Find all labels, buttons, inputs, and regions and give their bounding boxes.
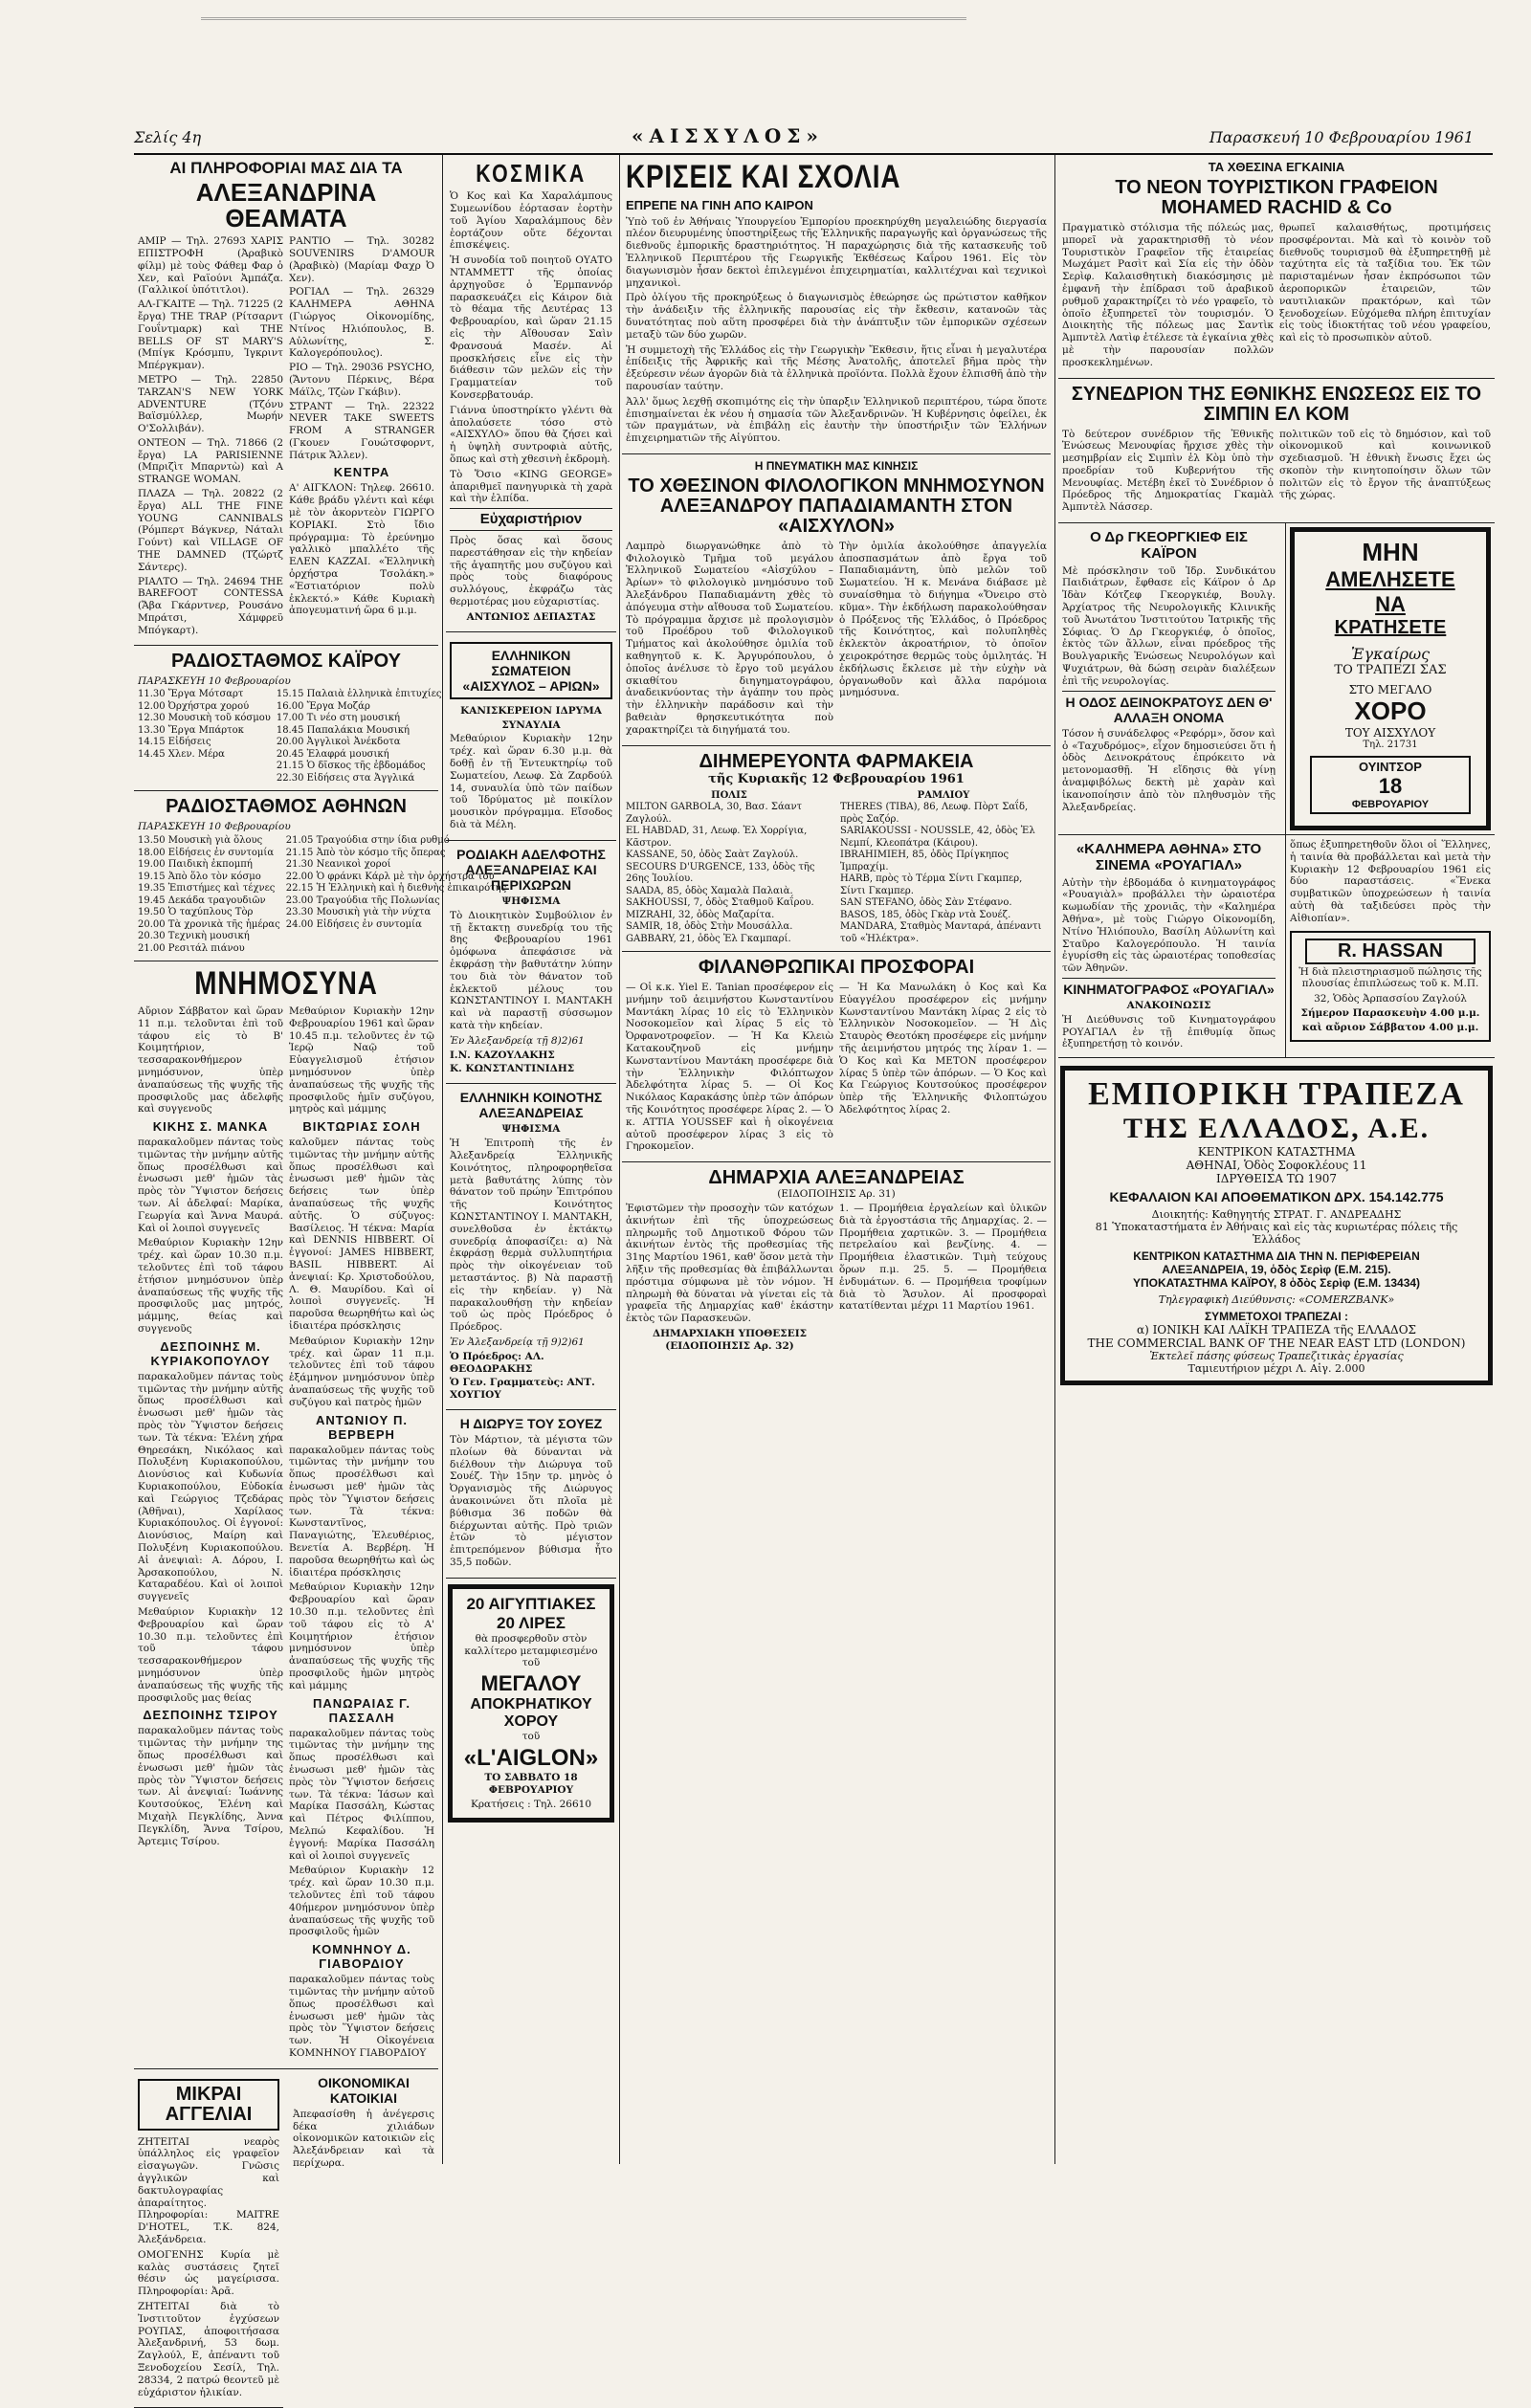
aiglon-ad: [448, 1584, 614, 1823]
aiglon-date: ΤΟ ΣΑΒΒΑΤΟ 18 ΦΕΒΡΟΥΑΡΙΟΥ: [484, 1772, 578, 1796]
xoros-line: ΤΟΥ ΑΙΣΧΥΛΟΥ: [1344, 726, 1436, 740]
aiscylos-sub: ΚΑΝΙΣΚΕΡΕΙΟΝ ΙΔΡΥΜΑ: [460, 704, 602, 717]
kosmika-para: Τὸ Ὅσιο «KING GEORGE» ἀπαριθμεῖ πανηγυρικὰ τὴ χαρὰ καὶ τὴν ἐλπίδα.: [450, 468, 612, 505]
econ-housing-text: Ἀπεφασίσθη ἡ ἀνέγερσις δέκα χιλιάδων οἰκονομικῶν κατοικιῶν εἰς Ἀλεξάνδρειαν καὶ τὰ περίχωρα.: [293, 2108, 434, 2170]
georgiou-title: Ο Δρ ΓΚΕΟΡΓΚΙΕΦ ΕΙΣ ΚΑΪΡΟΝ: [1090, 529, 1248, 563]
radio-cairo-title: ΡΑΔΙΟΣΤΑΘΜΟΣ ΚΑΪΡΟΥ: [171, 650, 401, 672]
egkainia-text: θρωπεῖ καλαισθήτως, προτιμήσεις προσφέρονται. Μὰ καὶ τὸ κοινὸν τοῦ διεθνοῦς τουρισμοῦ θὰ ἐξυπηρετηθῇ μὲ ταχύτητα εἰς τὰ ταξίδια του. Ἐκ τῶν παρισταμένων ἦσαν ἐκπρόσωποι τῶν ἀεροπορικῶν ἑταιρειῶν, τῶν ναυτιλιακῶν πρακτόρων, καὶ τῶν ξενοδοχείων. Εὐχόμεθα πλήρη ἐπιτυχίαν εἰς τοὺς ἰδιοκτήτας τοῦ νέου γραφείου, καὶ εἰς τὸ προσωπικὸν αὐτοῦ.: [1279, 221, 1491, 344]
pharmacies-list: [626, 790, 1047, 946]
aiscylos-title-box: [450, 642, 612, 699]
memorial-after: παρακαλοῦμεν πάντας τοὺς τιμῶντας τὴν μνήμην αὐτοῦ ὅπως προσέλθωσι καὶ ἑνωσωσι μεθ' ἡμῶν τὰς πρὸς τὸν Ὕψιστον δεήσεις των. Ἡ Οἰκογένεια ΚΟΜΝΗΝΟΥ ΓΙΑΒΟΡΔΙΟΥ: [289, 1974, 434, 2059]
xoros-line: Τηλ. 21731: [1363, 740, 1418, 751]
pharmacy-item: GABBARY, 21, ὁδὸς Ἑλ Γκαμπαρί.: [626, 933, 791, 944]
classifieds-section: [134, 2069, 283, 2408]
cinema-list-right: [289, 235, 434, 639]
kriseis-para: Ὑπὸ τοῦ ἐν Ἀθήναις Ὑπουργείου Ἐμπορίου προεκηρύχθη μεγαλειώδης διεργασία πλέον διευρυμένης ὑποστηρίξεως τῆς Ἑλληνικῆς παραγωγῆς καὶ ὁργανώσεως τῆς διεθνοῦς ἐμπορικῆς δραστηριότητος. Ἡ παραχώρησις διὰ τῆς κατασκευῆς τοῦ Ἑλληνικοῦ Περιπτέρου τῆς Γεωργικῆς Ἐκθέσεως Καΐρου 1961. Εἰς τὸν διαγωνισμὸν ἦσαν δεκτοὶ ἐπιλεγμένοι ἐπιχειρηματίαι, καλλιτέχναι καὶ τεχνικοὶ μηχανικοὶ.: [626, 215, 1047, 289]
classifieds-row: [134, 2069, 438, 2408]
issue-date: Παρασκευή 10 Φεβρουαρίου 1961: [1209, 128, 1474, 146]
schedule-item: 23.30 Μουσικὴ γιὰ τὴν νύχτα: [285, 907, 432, 918]
schedule-item: 12.30 Μουσικὴ τοῦ κόσμου: [138, 713, 271, 724]
schedule-item: 13.30 Ἔργα Μπάρτοκ: [138, 724, 244, 736]
memorials-section: [134, 961, 438, 2068]
entertainment-section: [134, 155, 438, 646]
egkainia-text: Πραγματικὸ στόλισμα τῆς πόλεώς μας, μπορεῖ νὰ χαρακτηρισθῇ τὸ νέον Τουριστικὸν Γραφεῖον τῆς ἑταιρείας Μωχάμετ Ρασὶτ καὶ Σία εἰς τὴν ὁδὸν Σερὶφ. Καλαισθητικὴ διακόσμησις μὲ ἐμφανῆ τὴν ἐπίδρασι τοῦ ἀραβικοῦ ρυθμοῦ χαρακτηρίζει τὸ νέο γραφεῖο, τὸ ὁποῖο ἐξυπηρετεῖ τὸν τουρισμόν. Ὁ Διοικητὴς τῆς πόλεως μας Σαντὶκ Ἀμπντὲλ Λατὶφ ἐτέλεσε τὰ ἐγκαίνια χθὲς μὲ τὴν παρουσίαν πολλῶν προσκεκλημένων.: [1062, 221, 1274, 368]
dimarxia-title: ΔΗΜΑΡΧΙΑ ΑΛΕΞΑΝΔΡΕΙΑΣ: [708, 1167, 965, 1189]
georgiou-row: [1058, 523, 1495, 835]
entertainment-kicker: ΑΙ ΠΛΗΡΟΦΟΡΙΑΙ ΜΑΣ ΔΙΑ ΤΑ: [169, 159, 403, 177]
koinotis-text: Ἡ Ἐπιτροπὴ τῆς ἐν Ἀλεξανδρείᾳ Ἑλληνικῆς Κοινότητος, πληροφορηθεῖσα μετὰ βαθυτάτης λύπης τὸν θάνατον τοῦ πρώην Ἐπιτρόπου τῆς Κοινότητος ΚΩΝΣΤΑΝΤΙΝΟΥ Ι. ΜΑΝΤΑΚΗ, συνελθοῦσα ἐν ἐκτάκτῳ συνεδρίᾳ ἀποφασίζει: α) Νὰ ἐκφράσῃ θερμὰ συλλυπητήρια πρὸς τὴν οἰκογένειαν τοῦ μεταστάντος. β) Νὰ παραστῇ εἰς τὴν κηδείαν. γ) Νὰ παρακαλουθήσῃ τὴν κηδείαν τοῦ ὡς πρὸς Πρόεδρος ὁ Πρόεδρος.: [450, 1138, 612, 1334]
xoros-line: ΤΟ ΤΡΑΠΕΖΙ ΣΑΣ: [1334, 663, 1447, 678]
cinema-item: ΡΑΝΤΙΟ — Τηλ. 30282 SOUVENIRS D'AMOUR (Ἀραβικὸ) (Μαρίαμ Φαχρ Ὀ Χεν).: [289, 235, 434, 284]
bank-line: ΕΜΠΟΡΙΚΗ ΤΡΑΠΕΖΑ: [1088, 1076, 1465, 1113]
pneumatiki-title: ΤΟ ΧΘΕΣΙΝΟΝ ΦΙΛΟΛΟΓΙΚΟΝ ΜΝΗΜΟΣΥΝΟΝ ΑΛΕΞΑΝΔΡΟΥ ΠΑΠΑΔΙΑΜΑΝΤΗ ΣΤΟΝ «ΑΙΣΧΥΛΟΝ»: [628, 475, 1045, 537]
kalimera-text: Αὐτὴν τὴν ἑβδομάδα ὁ κινηματογράφος «Ρουαγιὰλ» προβάλλει τὴν ὡραιοτέρα κωμωδίαν τῆς χρονιᾶς, τὴν «Καλημέρα Ἀθήνα», μὲ τοὺς Γιώργο Οἰκονομίδη, Ντίνο Ἠλιόπουλο, Βασίλη Αὐλωνίτη καὶ Σταῦρο Καλογερόπουλο. Ἡ ταινία ἐγυρίσθη εἰς τὰς ὡραιοτέρας τοποθεσίας τῶν Ἀθηνῶν.: [1062, 876, 1276, 975]
pharmacies-left: [626, 790, 832, 946]
hassan-addr: 32, Ὁδὸς Ἀρπασσίου Ζαγλούλ: [1314, 993, 1467, 1005]
aiglon-name: «L'AIGLON»: [463, 1745, 599, 1771]
kalimera-title: «ΚΑΛΗΜΕΡΑ ΑΘΗΝΑ» ΣΤΟ ΣΙΝΕΜΑ «ΡΟΥΑΓΙΑΛ»: [1076, 841, 1262, 874]
xoros-line: ΧΟΡΟ: [1354, 696, 1427, 726]
bank-line: Τηλεγραφικὴ Διεύθυνσις: «COMERZBANK»: [1158, 1293, 1395, 1307]
kentra-heading: ΚΕΝΤΡΑ: [333, 465, 390, 480]
philanthropy-text: — Οἱ κ.κ. Yiel E. Tanian προσέφερον εἰς μνήμην τοῦ ἀειμνήστου Κωνσταντίνου Μαντάκη λίρας 10 εἰς τὸ Ἑλληνικὸν Νοσοκομεῖον καὶ λίρας 5 εἰς τὸ Ὀρφανοτροφεῖον. — Ἡ Κα Κλειὼ Κατακουζηνοῦ εἰς μνήμην Κωνσταντίνου Μαντάκη προσέφερε διὰ τὴν Ἑλληνικὴν Φιλόπτωχον Ἀδελφότητα λίρας 5. — Οἱ Κος Νικόλαος Καρακάσης ὑπὲρ τῶν ἀπόρων τῆς Κοινότητος προσέφερε λίρας 2. — Ὁ κ. ATTIA YOUSSEF καὶ ἡ οἰκογένεια αὐτοῦ προσέφερον λίρας 3 εἰς τὸ Γηροκομεῖον.: [626, 982, 833, 1153]
rodiaki-place: Ἐν Ἀλεξανδρείᾳ τῇ 8)2)61: [450, 1034, 585, 1047]
memorial-name: ΠΑΝΩΡΑΙΑΣ Γ. ΠΑΣΣΑΛΗ: [312, 1695, 411, 1725]
memorial-text: Μεθαύριον Κυριακὴν 12ην τρέχ. καὶ ὥραν 11 π.μ. τελοῦντες ἐπὶ τοῦ τάφου ἑξάμηνον μνημόσυνον ὑπὲρ ἀναπαύσεως τῆς ψυχῆς τοῦ συζύγου καὶ πατρὸς ἡμῶν: [289, 1335, 434, 1408]
schedule-item: 24.00 Εἰδήσεις ἐν συντομία: [285, 918, 422, 930]
pneumatiki-right: [839, 541, 1047, 740]
cinema-royal-text: Ἡ Διεύθυνσις τοῦ Κινηματογράφου ΡΟΥΑΓΙΑΛ ἐν τῇ ἐπιθυμίᾳ ὅπως ἐξυπηρετήσῃ τὸ κοινόν.: [1062, 1013, 1276, 1050]
bank-ad: [1060, 1066, 1493, 1385]
schedule-item: 21.15 Ἀπὸ τὸν κόσμο τῆς ὄπερας: [285, 847, 446, 858]
koinotis-place: Ἐν Ἀλεξανδρείᾳ τῇ 9)2)61: [450, 1336, 585, 1348]
pharmacy-item: HARB, πρὸς τὸ Τέρμα Σίντι Γκαμπερ, Σίντι Γκαμπερ.: [840, 873, 1023, 896]
schedule-left: [138, 835, 280, 955]
memorial-after: παρακαλοῦμεν πάντας τοὺς τιμῶντας τὴν μνήμην του ὅπως προσέλθωσι καὶ ἑνωσωσι μεθ' ἡμῶν τὰς πρὸς τὸν Ὕψιστον δεήσεις των. Τὰ τέκνα: Κωνσταντῖνος, Παναγιώτης, Ἐλευθέριος, Βενετία Α. Βερβέρη. Ἡ παροῦσα θεωρηθήτω καὶ ὡς ἰδιαιτέρα πρόσκλησις: [289, 1444, 434, 1579]
pharmacy-item: MANDARA, Σταθμὸς Μανταρά, ἀπέναντι τοῦ «Ἠλέκτρα».: [840, 921, 1042, 944]
schedule-item: 20.00 Τὰ χρονικὰ τῆς ἡμέρας: [138, 918, 280, 930]
memorial-name: ΒΙΚΤΩΡΙΑΣ ΣΟΛΗ: [302, 1119, 421, 1135]
memorial-after: καλοῦμεν πάντας τοὺς τιμῶντας τὴν μνήμην αὐτῆς ὅπως προσέλθωσι καὶ ἑνωσωσι μεθ' ἡμῶν τὰς δεήσεις των ὑπὲρ ἀναπαύσεως τῆς ψυχῆς αὐτῆς. Ὁ σύζυγος: Βασίλειος. Ἡ τέκνα: Μαρία καὶ DENNIS HIBBERT. Οἱ ἐγγονοί: JAMES HIBBERT, BASIL HIBBERT. Αἱ ἀνεψιαί: Κρ. Χριστοδούλου, Λ. Θ. Μαυρίδου. Καὶ οἱ λοιποὶ συγγενεῖς. Ἡ παροῦσα θεωρηθήτω καὶ ὡς ἰδιαιτέρα πρόσκλησις: [289, 1137, 434, 1333]
georgiou-text: Μὲ πρόσκλησιν τοῦ Ἰδρ. Συνδικάτου Παιδιάτρων, ἔφθασε εἰς Κάϊρον ὁ Δρ Ἰδὰν Κότζεφ Γκεοργκιέφ, Βουλγ. Ἀρχίατρος τῆς Νευρολογικῆς Κλινικῆς τοῦ Ἀνωτάτου Ἰνστιτούτου Ἰατρικῆς τῆς Σόφιας. Ὁ Δρ Γκεοργκιέφ, ὁ ὁποῖος, ἐκτὸς τῶν ἄλλων, εἶναι πρόεδρος τῆς Βουλγαρικῆς Ἑνώσεως Νευρολόγων καὶ Ψυχιάτρων, θὰ δώσῃ σειρὰν διαλέξεων ἐπὶ τῆς νευρολογίας.: [1062, 564, 1276, 687]
cinema-royal-sub: ΑΝΑΚΟΙΝΩΣΙΣ: [1126, 1000, 1211, 1012]
egkainia-section: [1058, 155, 1495, 379]
memorial-text: Μεθαύριον Κυριακὴν 12 Φεβρουαρίου καὶ ὥραν 10.30 π.μ. τελοῦντες ἐπὶ τοῦ τάφου τεσσαρακονθήμερον μνημόσυνον ὑπὲρ ἀναπαύσεως τῆς ψυχῆς τῆς προσφιλοῦς μας θείας: [138, 1605, 283, 1704]
schedule-item: 17.00 Τι νέο στη μουσική: [276, 713, 400, 724]
cinema-item: ΑΛ-ΓΚΑΙΤΕ — Τηλ. 71225 (2 ἔργα) THE TRAP (Ρίτσαρντ Γουΐντμαρκ) καὶ THE BELLS OF ST MARY'S (Μπίγκ Κρόσμπυ, Ἰγκριντ Μπέργκμαν).: [138, 298, 283, 372]
pharmacy-item: EL HABDAD, 31, Λεωφ. Ἑλ Χορρίγια, Κᾶστρον.: [626, 826, 808, 849]
memorials-grid: [138, 1005, 434, 2063]
memorials-title: ΜΝΗΜΟΣΥΝΑ: [194, 965, 378, 1003]
schedule-left: [138, 689, 271, 784]
thanks-text: Πρὸς ὅσας καὶ ὅσους παρεστάθησαν εἰς τὴν κηδείαν τῆς ἀγαπητῆς μου συζύγου καὶ πρὸς τοὺς διαφόρους συλλόγους, ἐκφράζω τὰς θερμοτέρας μου εὐχαριστίας.: [450, 534, 612, 608]
memorial-text: Μεθαύριον Κυριακὴν 12 τρέχ. καὶ ὥραν 10.30 π.μ. τελοῦντες ἐπὶ τοῦ τάφου 40ήμερον μνημόσυνον ὑπὲρ ἀναπαύσεως τῆς ψυχῆς τοῦ προσφιλοῦς ἡμῶν: [289, 1865, 434, 1938]
aiscylos-section: [446, 632, 616, 841]
rodiaki-section: [446, 841, 616, 1084]
egkainia-title: ΤΟ ΝΕΟΝ ΤΟΥΡΙΣΤΙΚΟΝ ΓΡΑΦΕΙΟΝ MOHAMED RACHID & Co: [1115, 176, 1438, 218]
schedule-item: 14.45 Χλεν. Μέρα: [138, 748, 225, 760]
synedrion-body: [1062, 429, 1491, 518]
egkainia-kicker: ΤΑ ΧΘΕΣΙΝΑ ΕΓΚΑΙΝΙΑ: [1208, 160, 1345, 174]
dimarxia-left: [626, 1203, 833, 1355]
column-3: [622, 155, 1051, 2164]
econ-housing-title: ΟΙΚΟΝΟΜΙΚΑΙ ΚΑΤΟΙΚΙΑΙ: [318, 2074, 410, 2106]
classified-item: ΖΗΤΕΙΤΑΙ διὰ τὸ Ἰνστιτοῦτον ἐγχύσεων ΡΟΥΠΑΣ, ἀποφοιτήσασα Ἀλεξανδρινή, 53 δωμ. Ζαγλούλ, Ε, ἀπέναντι τοῦ Ξενοδοχείου Σεσίλ, Τηλ. 28334, 2 πατρώ θεοντεῦ μὲ εὐχάριστον ἡλικίαν.: [138, 2301, 279, 2398]
synedrion-section: [1058, 379, 1495, 524]
xoros-line: ΚΡΑΤΗΣΕΤΕ: [1334, 617, 1447, 639]
classified-item: ΖΗΤΕΙΤΑΙ νεαρὸς ὑπάλληλος εἰς γραφεῖον εἰσαγωγῶν. Γνῶσις ἀγγλικῶν καὶ δακτυλογραφίας ἀπαραίτητος. Πληροφορίαι: MAITRE D'HOTEL, T.K. 824, Ἀλεξάνδρεια.: [138, 2135, 279, 2246]
radio-athens-title: ΡΑΔΙΟΣΤΑΘΜΟΣ ΑΘΗΝΩΝ: [166, 796, 407, 818]
classifieds-title-box: [138, 2079, 279, 2131]
bank-line: ΚΕΝΤΡΙΚΟΝ ΚΑΤΑΣΤΗΜΑ ΔΙΑ ΤΗΝ Ν. ΠΕΡΙΦΕΡΕΙΑΝ: [1133, 1249, 1420, 1264]
schedule-item: 13.50 Μουσικὴ γιὰ ὅλους: [138, 835, 263, 847]
cinema-royal-title: ΚΙΝΗΜΑΤΟΓΡΑΦΟΣ «ΡΟΥΑΓΙΑΛ»: [1062, 978, 1276, 997]
cinema-item: ΟΝΤΕΟΝ — Τηλ. 71866 (2 ἔργα) LA PARISIENNE (Μπριζὶτ Μπαρντὼ) καὶ A STRANGE WOMAN.: [138, 436, 283, 486]
memorial-notice: [138, 1606, 283, 1847]
column-rule: [1054, 155, 1055, 2164]
kentra-text: Α' ΑΙΓΚΛΟΝ: Τηλεφ. 26610. Κάθε βράδυ γλέντι καὶ κέφι μὲ τὸν ἀκορντεὸν ΓΙΩΡΓΟ ΚΟΡΙΑΚΙ. Στὸ ἴδιο πρόγραμμα: Τὸ ἐρεύνημο γαλλικὸ μπαλλέτο τῆς ΕΛΕΝ ΚΑΖΖΑΙ. «Ἑλληνικὴ ὀρχήστρα Τσολάκη.» «Ἐστιατόριον πολὺ ἐκλεκτό.» Κάθε Κυριακὴ ἀπογευματινή ὥρα 6 μ.μ.: [289, 482, 434, 617]
cinema-item: ΠΛΑΖΑ — Τηλ. 20822 (2 ἔργα) ALL THE FINE YOUNG CANNIBALS (Ρόμπερτ Βάγκνερ, Νάταλι Γούντ) καὶ VILLAGE OF THE DAMNED (Τζώρτζ Σάντερς).: [138, 488, 283, 573]
pharmacies-head: ΠΟΛΙΣ: [711, 789, 747, 801]
schedule-item: 20.30 Τεχνικὴ μουσική: [138, 931, 250, 942]
suez-title: Η ΔΙΩΡΥΞ ΤΟΥ ΣΟΥΕΖ: [459, 1415, 603, 1431]
aiglon-prize: 20 ΑΙΓΥΠΤΙΑΚΕΣ 20 ΛΙΡΕΣ: [466, 1594, 596, 1632]
kosmika-para: Ὁ Κος καὶ Κα Χαραλάμπους Συμεωνίδου ἑόρτασαν ἑορτὴν τοῦ Ἁγίου Χαραλάμπους δὲν ἑορτάζουν οὔτε δέχονται ἐπισκέψεις.: [450, 190, 612, 252]
xoros-line: ΣΤΟ ΜΕΓΑΛΟ: [1348, 683, 1432, 697]
entertainment-title: ΑΛΕΞΑΝΔΡΙΝΑ ΘΕΑΜΑΤΑ: [195, 177, 377, 232]
pharmacy-item: IBRAHIMIEH, 85, ὁδὸς Πρίγκηπος Ἰμπραχίμ.: [840, 850, 1010, 873]
memorials-right: [289, 1005, 434, 2063]
xoros-line: ΦΕΒΡΟΥΑΡΙΟΥ: [1351, 799, 1430, 811]
pharmacy-item: SARIAKOUSSI - NOUSSLE, 42, ὁδὸς Ἑλ Νεμπί, Κλεοπάτρα (Κάιρου).: [840, 826, 1035, 849]
memorial-after: παρακαλοῦμεν πάντας τοὺς τιμῶντας τὴν μνήμην αὐτῆς ὅπως προσέλθωσι καὶ ἑνωσωσι μεθ' ἡμῶν τὰς πρὸς τὸν Ὕψιστον δεήσεις των. Αἱ ἀδελφαί: Μαρίκα, Γεωργία καὶ Ἄννα Μαυρά. Καὶ οἱ λοιποὶ συγγενεῖς: [138, 1137, 283, 1234]
memorial-after: παρακαλοῦμεν πάντας τοὺς τιμῶντας τὴν μνήμην της ὅπως προσέλθωσι καὶ ἑνωσωσι μεθ' ἡμῶν τὰς πρὸς τὸν Ὕψιστον δεήσεις των. Τὰ τέκνα: Ἰάσων καὶ Μαρίκα Πασσάλη, Κώστας καὶ Πέτρος Φιλίππου, Μελπώ Κεφαλίδου. Ἡ ἐγγονή: Μαρίκα Πασσάλη καὶ οἱ λοιποὶ συγγενεῖς: [289, 1727, 434, 1862]
classifieds-title: ΜΙΚΡΑΙ ΑΓΓΕΛΙΑΙ: [165, 2083, 253, 2125]
memorial-notice: [289, 1336, 434, 1580]
econ-housing-section: [289, 2069, 438, 2408]
synedrion-title: ΣΥΝΕΔΡΙΟΝ ΤΗΣ ΕΘΝΙΚΗΣ ΕΝΩΣΕΩΣ ΕΙΣ ΤΟ ΣΙΜΠΙΝ ΕΛ ΚΟΜ: [1071, 383, 1482, 425]
column-4: [1058, 155, 1495, 2164]
schedule-item: 21.15 Ὁ δῖσκος τῆς ἐβδομάδος: [276, 761, 426, 772]
xoros-line: 18: [1378, 774, 1403, 799]
schedule-item: 21.05 Τραγούδια στην ίδια ρυθμό: [285, 835, 450, 847]
column-rule: [442, 155, 443, 2164]
dinokratous-title: Η ΟΔΟΣ ΔΕΙΝΟΚΡΑΤΟΥΣ ΔΕΝ Θ' ΑΛΛΑΞΗ ΟΝΟΜΑ: [1062, 691, 1276, 725]
kalimera-row: [1058, 835, 1495, 1058]
schedule-item: 20.00 Ἀγγλικοὶ Ἀνέκδοτα: [276, 737, 401, 748]
xoros-line: ΑΜΕΛΗΣΕΤΕ: [1325, 567, 1455, 592]
kriseis-para: Ἀλλ' ὅμως λεχθῇ σκοπιμότης εἰς τὴν ὑπαρξιν Ἑλληνικοῦ περιπτέρου, τώρα ὅποτε ἐπισημαίνεται ἐκ νέου ἡ σημασία τῶν Ἀλεξανδρινῶν. Ἡ Κυβέρνησις ὀφείλει, ἐκ τῶν πραγμάτων, νὰ ἐπιβάλῃ εἰς ἑαυτὴν τὴν ὑποστήριξιν τῶν Ἑλλήνων ἐπιχειρηματιῶν τῆς Αἰγύπτου.: [626, 395, 1047, 445]
xoros-ad: [1285, 523, 1495, 834]
rodiaki-sig: Κ. ΚΩΝΣΤΑΝΤΙΝΙΔΗΣ: [450, 1063, 575, 1075]
pharmacy-item: MIZRAHI, 32, ὁδὸς Μαζαρίτα.: [626, 909, 775, 920]
kosmika-para: Ἡ συνοδία τοῦ ποιητοῦ ΟΥΑΤΟ ΝΤΑΜΜΕΤΤ τῆς ὁποίας ἀρχηγοῦσε ὁ Ἐρμπαννόρ παρασκευάζει εἰς Κάιρον διὰ τὸ θέαμα τῆς Δευτέρας 13 Φεβρουαρίου, καὶ ὥραν 21.15 εἰς τὴν Αἴθουσαν Σαὶν Φρανσουά Μασέν. Αἱ προσκλήσεις εἶνε εἰς τὴν διάθεσιν τῶν μελῶν εἰς τὴν Γραμματείαν τοῦ Κονσερβατουάρ.: [450, 254, 612, 402]
georgiou-section: [1058, 523, 1279, 834]
memorial-name: ΔΕΣΠΟΙΝΗΣ ΤΣΙΡΟΥ: [143, 1708, 278, 1723]
hassan-text: Ἡ διὰ πλειστηριασμοῦ πώλησις τῆς πλουσίας ἐπιπλώσεως τοῦ κ. Μ.Π.: [1298, 965, 1482, 990]
schedule-right: [277, 689, 442, 784]
kriseis-sub: ΕΠΡΕΠΕ ΝΑ ΓΙΝΗ ΑΠΟ ΚΑΙΡΟΝ: [626, 197, 813, 212]
philanthropy-section: [622, 952, 1051, 1162]
dimarxia-sub: (ΕΙΔΟΠΟΙΗΣΙΣ Αρ. 31): [777, 1188, 896, 1201]
radio-cairo-schedule: [138, 689, 442, 784]
pharmacy-item: MILTON GARBOLA, 30, Βασ. Σάαντ Ζαγλούλ.: [626, 802, 803, 825]
bank-line: ΙΔΡΥΘΕΙΣΑ ΤΩ 1907: [1215, 1172, 1337, 1186]
schedule-item: 21.00 Ρεσιτάλ πιάνου: [138, 942, 245, 954]
bank-line: ΑΘΗΝΑΙ, Ὁδὸς Σοφοκλέους 11: [1186, 1159, 1367, 1173]
aiglon-tel: Κρατήσεις : Τηλ. 26610: [470, 1798, 592, 1810]
column-rule: [619, 155, 620, 2164]
memorials-left: [138, 1005, 283, 2063]
pneumatiki-body: [626, 541, 1047, 740]
schedule-item: 16.00 Ἔργα Μοζάρ: [276, 700, 370, 712]
cinema-item: ΡΟΓΙΑΛ — Τηλ. 26329 ΚΑΛΗΜΕΡΑ ΑΘΗΝΑ (Γιώργος Οἰκονομίδης, Ντίνος Ηλιόπουλος, Β. Αὐλωνίτης, Σ. Καλογερόπουλος).: [289, 286, 434, 360]
philanthropy-title: ΦΙΛΑΝΘΡΩΠΙΚΑΙ ΠΡΟΣΦΟΡΑΙ: [698, 957, 975, 979]
dimarxia-sub2: ΔΗΜΑΡΧΙΑΚΗ ΥΠΟΘΕΣΕΙΣ (ΕΙΔΟΠΟΙΗΣΙΣ Αρ. 32): [652, 1327, 808, 1352]
cinema-item: ΡΙΑΛΤΟ — Τηλ. 24694 THE BAREFOOT CONTESSA (Ἄβα Γκάρντνερ, Ρουσάνο Μπράτσι, Χάμφρεϋ Μπόγκαρτ).: [138, 575, 283, 636]
radio-athens-date: ΠΑΡΑΣΚΕΥΗ 10 Φεβρουαρίου: [138, 821, 291, 833]
pharmacy-item: SAMIR, 18, ὁδὸς Στὴν Μουσάλλα.: [626, 921, 793, 933]
pharmacy-item: KASSANE, 50, ὁδὸς Σαὰτ Ζαγλούλ.: [626, 850, 799, 861]
schedule-item: 19.00 Παιδικὴ ἐκπομπή: [138, 859, 253, 871]
bank-line: 81 Ὑποκαταστήματα ἐν Ἀθήναις καὶ εἰς τὰς κυριωτέρας πόλεις τῆς Ἑλλάδος: [1095, 1221, 1458, 1247]
column-2: [446, 155, 616, 2164]
koinotis-sig: Ὁ Γεν. Γραμματεὺς: ΑΝΤ. ΧΟΥΓΙΟΥ: [450, 1377, 595, 1402]
memorial-name: ΚΙΚΗΣ Σ. ΜΑΝΚΑ: [152, 1119, 269, 1135]
memorial-text: Μεθαύριον Κυριακὴν 12ην Φεβρουαρίου 1961 καὶ ὥραν 10.45 π.μ. τελοῦντες ἐν τῷ Ἱερῷ Ναῷ τοῦ Εὐαγγελισμοῦ ἐτήσιον μνημόσυνον ὑπὲρ ἀναπαύσεως τῆς ψυχῆς τῆς προσφιλοῦς ἡμῖν συζύγου, μητρὸς καὶ μάμμης: [289, 1005, 434, 1116]
thanks-title: Εὐχαριστήριον: [450, 508, 612, 531]
rodiaki-sub: ΨΗΦΙΣΜΑ: [501, 895, 561, 908]
memorial-text: Μεθαύριον Κυριακὴν 12ην τρέχ. καὶ ὥραν 10.30 π.μ. τελοῦντες ἐπὶ τοῦ τάφου ἐτήσιον μνημόσυνον ὑπὲρ ἀναπαύσεως τῆς ψυχῆς τῆς προσφιλοῦς μας μητρός, μάμμης, θείας καὶ συγγενοῦς: [138, 1237, 283, 1336]
bank-line: ΚΕΝΤΡΙΚΟΝ ΚΑΤΑΣΤΗΜΑ: [1197, 1145, 1356, 1160]
pharmacy-item: SAKHOUSSI, 7, ὁδὸς Σταθμοῦ Καΐρου.: [626, 897, 814, 909]
dimarxia-text: 1. — Προμήθεια ἐργαλείων καὶ ὑλικῶν διὰ τὰ ἐργοστάσια τῆς Δημαρχίας. 2. — Προμήθεια χαρτικῶν. 3. — Προμήθεια πετρελαίου καὶ βενζίνης. 4. — Προμήθεια ἐλαστικῶν. Τιμὴ τεύχους ὅρων π.μ. 25. 5. — Προμήθεια ἐνδυμάτων. 6. — Προμήθεια τροφίμων διὰ τὸ Ἄσυλον. Αἱ προσφοραὶ κατατίθενται μέχρι 11 Μαρτίου 1961.: [839, 1202, 1047, 1313]
classified-item: ΟΜΟΓΕΝΗΣ Κυρία μὲ καλὰς συστάσεις ζητεῖ θέσιν ὡς μαγείρισσα. Πληροφορίαι: Ἀρᾶ.: [138, 2248, 279, 2298]
schedule-item: 22.00 Ὁ φράνκι Κάρλ μὲ τὴν ὀρχήστρα του: [285, 871, 495, 882]
kriseis-para: Ἡ συμμετοχὴ τῆς Ἑλλάδος εἰς τὴν Γεωργικὴν Ἔκθεσιν, ἥτις εἶναι ἡ μεγαλυτέρα ἐπίδειξις τῆς Ἀφρικῆς καὶ τῆς Μέσης Ἀνατολῆς, ἀποτελεῖ βῆμα πρὸς τὴν ἐξεύρεσιν νέων ἀγορῶν διὰ τὰ ἑλληνικὰ προϊόντα. Πολλὰ ἔχουν ἐλπισθῆ ἀπὸ τὴν παρουσίαν ταύτην.: [626, 343, 1047, 392]
aiscylos-title: ΕΛΛΗΝΙΚΟΝ ΣΩΜΑΤΕΙΟΝ «ΑΙΣΧΥΛΟΣ – ΑΡΙΩΝ»: [462, 647, 600, 694]
bank-line: ΣΥΜΜΕΤΟΧΟΙ ΤΡΑΠΕΖΑΙ :: [1204, 1310, 1349, 1324]
suez-section: [446, 1410, 616, 1579]
schedule-item: 19.50 Ὁ ταχύπλους Τὸρ: [138, 907, 254, 918]
pneumatiki-text: Τὴν ὁμιλία ἀκολούθησε ἀπαγγελία ἀποσπασμάτων ἀπὸ ἔργα τοῦ Παπαδιαμάντη, ὑπὸ μελῶν τοῦ Σωματείου. Ἡ κ. Μενάνα διάβασε μὲ συναίσθημα τὸ διήγημα «Ὄνειρο στὸ κῦμα». Τὴν ἐκδήλωση παρακολούθησαν ὁ Πρόξενος τῆς Ἑλλάδος, ὁ Πρόεδρος τῆς Κοινότητος, καὶ πολυπληθὲς ἐκλεκτὸν ἀκροατήριον, τὸ ὁποῖον χειροκρότησε θερμῶς τοὺς ὁμιλητάς. Ἡ ἐκδήλωσις ἔκλεισε μὲ τὴν εὐχὴν νὰ ὀργανωθοῦν καὶ ἄλλα παρόμοια μνημόσυνα.: [839, 540, 1047, 699]
memorial-text: Μεθαύριον Κυριακὴν 12ην Φεβρουαρίου καὶ ὥραν 10.30 π.μ. τελοῦντες ἐπὶ τοῦ τάφου εἰς τὸ Α' Κοιμητήριον ἐτήσιον μνημόσυνον ὑπὲρ ἀναπαύσεως τῆς ψυχῆς τῆς προσφιλοῦς ἡμῶν μητρὸς καὶ μάμμης: [289, 1581, 434, 1691]
schedule-item: 12.00 Ὀρχήστρα χορού: [138, 700, 250, 712]
schedule-item: 18.45 Παπαλάκια Μουσική: [276, 724, 410, 736]
bank-line: α) ΙΟΝΙΚΗ ΚΑΙ ΛΑΪΚΗ ΤΡΑΠΕΖΑ τῆς ΕΛΛΑΔΟΣ: [1136, 1323, 1417, 1337]
kalimera-right-text: ὅπως ἐξυπηρετηθοῦν ὅλοι οἱ Ἕλληνες, ἡ ταινία θὰ προβάλλεται καὶ μετὰ τὴν Κυριακὴν 12 Φεβρουαρίου 1961 εἰς δύο παραστάσεις. «Ἕνεκα συμβατικῶν ὑποχρεώσεων ἡ ταινία αὐτὴ θὰ ταξιδεύσει πρὸς τὴν Αἰθιοπίαν».: [1290, 839, 1491, 924]
rodiaki-title: ΡΟΔΙΑΚΗ ΑΔΕΛΦΟΤΗΣ ΑΛΕΞΑΝΔΡΕΙΑΣ ΚΑΙ ΠΕΡΙΧΩΡΩΝ: [456, 846, 606, 893]
kalimera-right: [1285, 835, 1495, 1057]
memorial-name: ΚΟΜΝΗΝΟΥ Δ. ΓΙΑΒΟΡΔΙΟΥ: [312, 1942, 411, 1972]
radio-cairo-section: [134, 646, 442, 792]
xoros-line: ΝΑ: [1375, 592, 1406, 617]
synedrion-text: Τὸ δεύτερον συνέδριον τῆς Ἐθνικῆς Ἑνώσεως Μενουφίας ἤρχισε χθὲς τὴν μεσημβρίαν εἰς Σιμπὶν ἐλ Κὸμ ὑπὸ τὴν προεδρίαν τοῦ Κυβερνήτου τῆς Μενουφίας. Μετέβη ἐκεῖ τὸ Συνέδριον ὁ Πρόεδρος τῆς Δημοκρατίας Γκαμὰλ Ἀμπντὲλ Νάσσερ.: [1062, 428, 1274, 514]
philanthropy-text: — Ἡ Κα Μανωλάκη ὁ Κος καὶ Κα Εὐαγγέλου προσέφερον εἰς μνήμην Κωνσταντίνου Μαντάκη λίρας 2 εἰς τὸ Ἑλληνικὸν Νοσοκομεῖον. — Ἡ Δὶς Σταυρὸς Θεοτόκη προσέφερε εἰς μνήμην τῆς ἀειμνήστου μητρός της λίραν 1. — Ὁ Κος καὶ Κα ΜΕΤΟΝ προσέφερον λίρας 5 ὑπὲρ τῶν ἀπόρων. — Ὁ Κος καὶ Κα Γεώργιος Κουτσούκος προσέφερον ὑπὲρ τῆς Ἑλληνικῆς Φιλοπτώχου Ἀδελφότητος λίρας 2.: [839, 982, 1047, 1116]
kriseis-para: Πρὸ ὀλίγου τῆς προκηρύξεως ὁ διαγωνισμὸς ἐθεώρησε ὡς πρώτιστον καθῆκον τὴν ἀνάδειξιν τῆς ἑλληνικῆς παρουσίας εἰς τὴν ἔκθεσιν, κατανοῶν τὰς δυνατότητας ποὺ αὕτη προσφέρει διὰ τὴν ἀνάπτυξιν τῶν ἐμπορικῶν σχέσεων μεταξὺ τῶν δύο χωρῶν.: [626, 292, 1047, 341]
bank-line: ΚΕΦΑΛΑΙΟΝ ΚΑΙ ΑΠΟΘΕΜΑΤΙΚΟΝ ΔΡΧ. 154.142.775: [1109, 1189, 1444, 1205]
radio-cairo-date: ΠΑΡΑΣΚΕΥΗ 10 Φεβρουαρίου: [138, 674, 291, 687]
thanks-signature: ΑΝΤΩΝΙΟΣ ΔΕΠΑΣΤΑΣ: [466, 610, 596, 623]
aiscylos-text: Μεθαύριον Κυριακὴν 12ην τρέχ. καὶ ὥραν 6.30 μ.μ. θὰ δοθῇ ἐν τῇ Ἐντευκτηρίῳ τοῦ Σωματείου, Λεωφ. Σὰ Ζαρδούλ 14, συναυλία ὑπὸ τῶν παίδων τοῦ Ἱδρύματος μὲ ποικίλον μουσικὸν πρόγραμμα. Εἴσοδος διὰ τὰ Μέλη.: [450, 733, 612, 830]
cinema-item: ΜΕΤΡΟ — Τηλ. 22850 TARZAN'S NEW YORK ADVENTURE (Τζόνυ Βαϊσμύλλερ, Μωρήν Ο'Σολλιβάν).: [138, 373, 283, 435]
bank-line: ΑΛΕΞΑΝΔΡΕΙΑ, 19, ὁδὸς Σερὶφ (Ε.Μ. 215).: [1162, 1263, 1391, 1277]
bank-line: Ταμιευτήριον μέχρι Λ. Αἰγ. 2.000: [1187, 1362, 1365, 1376]
pneumatiki-text: Λαμπρὸ διωργανώθηκε ἀπὸ τὸ Φιλολογικὸ Τμῆμα τοῦ μεγάλου Ἑλληνικοῦ Σωματείου «Αἰσχύλου – Ἀρίων» τὸ φιλολογικὸ μνημόσυνο τοῦ Ἀλεξάνδρου Παπαδιαμάντη χθὲς τὸ ἀπόγευμα στὴν αἴθουσα τοῦ Σωματείου. Τὸ πρόγραμμα ἄρχισε μὲ προλογισμὸν τοῦ Προέδρου τοῦ Φιλολογικοῦ Τμήματος καὶ ἀκολούθησε ὁμιλία τοῦ καθηγητοῦ κ. Κ. Ἀργυρόπουλου, ὁ ὁποῖος ἀνέλυσε τὸ ἔργο τοῦ μεγάλου σκιαθίτου διηγηματογράφου, ἀναδεικνύοντας τὴν ἀγάπην του πρὸς τὴν ἑλληνικὴν παράδοσιν καὶ τὴν βαθειὰν θρησκευτικότητα ποὺ χαρακτηρίζει τὰ διηγήματά του.: [626, 540, 833, 736]
pneumatiki-section: [622, 454, 1051, 746]
philanthropy-left: [626, 982, 833, 1156]
egkainia-left: [1062, 222, 1274, 372]
dimarxia-section: [622, 1162, 1051, 1359]
schedule-item: 22.15 Ἡ Ἑλληνικὴ καὶ ἡ διεθνὴς ἐπικαιρότης: [285, 883, 507, 895]
bank-line: ΥΠΟΚΑΤΑΣΤΗΜΑ ΚΑΪΡΟΥ, 8 ὁδὸς Σερὶφ (Ε.Μ. 13434): [1132, 1276, 1421, 1291]
xoros-date-box: [1310, 756, 1471, 814]
xoros-line: ΟΥΙΝΤΣΟΡ: [1359, 760, 1422, 775]
bank-line: Διοικητής: Καθηγητής ΣΤΡΑΤ. Γ. ΑΝΔΡΕΑΔΗΣ: [1151, 1208, 1402, 1222]
schedule-item: 23.00 Τραγούδια τῆς Πολωνίας: [285, 895, 440, 906]
aiglon-of: τοῦ: [521, 1731, 541, 1743]
dimarxia-right: [839, 1203, 1047, 1355]
hassan-name: R. HASSAN: [1305, 939, 1476, 964]
schedule-item: 22.30 Εἰδήσεις στα Ἀγγλικά: [276, 772, 415, 784]
aiglon-big2: ΑΠΟΚΡΗΑΤΙΚΟΥ ΧΟΡΟΥ: [470, 1696, 592, 1731]
radio-athens-schedule: [138, 835, 507, 955]
pharmacies-head: ΡΑΜΛΙΟΥ: [917, 789, 970, 801]
egkainia-body: [1062, 222, 1491, 372]
pharmacies-right: [840, 790, 1047, 946]
pharmacies-section: [622, 746, 1051, 953]
pharmacy-item: BASOS, 185, ὁδὸς Γκὰρ ντὰ Σουέζ.: [840, 909, 1011, 920]
dimarxia-body: [626, 1203, 1047, 1355]
pneumatiki-kicker: Η ΠΝΕΥΜΑΤΙΚΗ ΜΑΣ ΚΙΝΗΣΙΣ: [754, 458, 919, 473]
masthead: «ΑΙΣΧΥΛΟΣ»: [632, 124, 824, 147]
bank-line: Ἐκτελεῖ πάσης φύσεως Τραπεζιτικὰς ἐργασίας: [1149, 1350, 1404, 1363]
dinokratous-text: Τόσον ἡ συνάδελφος «Ρεφόρμ», ὅσον καὶ ὁ «Ταχυδρόμος», εἶχον δημοσιεύσει ὅτι ἡ ὁδὸς Δεινοκράτους ἐπρόκειτο νὰ μετονομασθῇ. Ἡ εἴδησις θὰ γίνῃ ἀναμφιβόλως δεκτὴ μὲ χαρὰν καὶ ἱκανοποίησιν ἀπὸ τὸν πληθυσμὸν τῆς Ἀλεξανδρείας.: [1062, 727, 1276, 813]
schedule-item: 19.35 Ἐπιστήμες καὶ τέχνες: [138, 883, 276, 895]
dimarxia-text: Ἐφιστῶμεν τὴν προσοχὴν τῶν κατόχων ἀκινήτων ἐπὶ τῆς ὑποχρεώσεως πληρωμῆς τοῦ Δημοτικοῦ Φόρου τῶν ἀκινήτων ἐντὸς τῆς προθεσμίας τῆς 31ης Μαρτίου 1961, καθ' ὅσον μετὰ τὴν λῆξιν τῆς προθεσμίας θὰ ἐπιβάλλωνται πρόστιμα σύμφωνα μὲ τὸν νόμον. Ἡ πληρωμὴ θὰ δύναται νὰ γίνεται εἰς τὰ γραφεῖα τῆς Δημαρχίας καθ' ἑκάστην ἐκτὸς τῶν Παρασκευῶν.: [626, 1202, 833, 1325]
schedule-item: 14.15 Εἰδήσεις: [138, 737, 211, 748]
cinema-item: ΡΙΟ — Τηλ. 29036 PSYCHO, (Ἄντονυ Πέρκινς, Βέρα Μάϊλς, Τζὼν Γκάβιν).: [289, 362, 434, 398]
egkainia-right: [1279, 222, 1491, 372]
koinotis-title: ΕΛΛΗΝΙΚΗ ΚΟΙΝΟΤΗΣ ΑΛΕΞΑΝΔΡΕΙΑΣ: [459, 1090, 603, 1121]
aiglon-prize-text: θὰ προσφερθοῦν στὸν καλλίτερο μεταμφιεσμένο τοῦ: [464, 1632, 598, 1669]
memorial-name: ΔΕΣΠΟΙΝΗΣ Μ. ΚΥΡΙΑΚΟΠΟΥΛΟΥ: [150, 1338, 271, 1368]
pharmacy-item: SECOURS D'URGENCE, 133, ὁδὸς τῆς 26ης Ἰουλίου.: [626, 861, 815, 885]
xoros-line: ΜΗΝ: [1362, 538, 1419, 567]
kriseis-section: [622, 155, 1051, 454]
pharmacy-item: SAADA, 85, ὁδὸς Χαμαλὰ Παλαιὰ.: [626, 885, 793, 896]
kosmika-section: [446, 155, 616, 632]
koinotis-sig: Ὁ Πρόεδρος: ΑΛ. ΘΕΟΔΩΡΑΚΗΣ: [450, 1350, 544, 1375]
philanthropy-body: [626, 982, 1047, 1156]
xoros-ad-box: [1290, 527, 1491, 830]
cinema-item: ΣΤΡΑΝΤ — Τηλ. 22322 NEVER TAKE SWEETS FROM A STRANGER (Γκουεν Γουώτσφορντ, Πάτρικ Ἄλλεν).: [289, 400, 434, 461]
memorial-after: παρακαλοῦμεν πάντας τοὺς τιμῶντας τὴν μνήμην αὐτῆς ὅπως προσέλθωσι καὶ ἑνωσωσι μεθ' ἡμῶν τὰς πρὸς τὸν Ὕψιστον δεήσεις των. Τὰ τέκνα: Ἐλένη χήρα Θηρεσάκη, Νικόλαος καὶ Πολυξένη Κυριακοπούλου, Διονύσιος καὶ Κυδωνία Κυριακοπούλου, Εὐδοκία καὶ Γεώργιος Τζεδάρας (Ἀθῆναι), Χαρίλαος Κυριακόπουλος. Οἱ ἐγγονοί: Διονύσιος, Μαίρη καὶ Πολυξένη Κυριακοπούλου. Αἱ ἀνεψιαὶ: Α. Δόρου, Ι. Ἀρσακοπούλου, Ν. Καταραδέου. Καὶ οἱ λοιποὶ συγγενεῖς: [138, 1370, 283, 1603]
hassan-ad: [1290, 931, 1491, 1042]
memorial-text: Αὔριον Σάββατον καὶ ὥραν 11 π.μ. τελοῦνται ἐπὶ τοῦ τάφου εἰς τὸ Β' Κοιμητήριον, τεσσαρακονθήμερον μνημόσυνον, ὑπὲρ ἀναπαύσεως τῆς ψυχῆς τῆς προσφιλοῦς μας ἀδελφῆς καὶ συγγενοῦς: [138, 1005, 283, 1116]
koinotis-section: [446, 1084, 616, 1410]
bank-line: THE COMMERCIAL BANK OF THE NEAR EAST LTD (LONDON): [1087, 1337, 1466, 1351]
schedule-item: 19.45 Δεκάδα τραγουδιῶν: [138, 895, 266, 906]
pharmacy-item: SAN STEFANO, ὁδὸς Σὰν Στέφανο.: [840, 897, 1012, 909]
memorial-after: παρακαλοῦμεν πάντας τοὺς τιμῶντας τὴν μνήμην της ὅπως προσέλθωσι καὶ ἑνωσωσι μεθ' ἡμῶν τὰς πρὸς τὸν Ὕψιστον δεήσεις των. Αἱ ἀνεψιαί: Ἰωάννης Κουτσούκος, Ἐλένη καὶ Μιχαὴλ Πεγκλίδης, Ἀννα Πεγκλίδη, Ἄννα Τσίρου, Ἀρτεμις Τσίρου.: [138, 1725, 283, 1847]
radio-athens-section: [134, 791, 507, 961]
aiglon-big1: ΜΕΓΑΛΟΥ: [480, 1671, 582, 1696]
memorial-notice: [289, 1865, 434, 2059]
synedrion-text: πολιτικῶν τοῦ εἰς τὸ δημόσιον, καὶ τοῦ οἰκονομικοῦ καὶ κοινωνικοῦ σχεδιασμοῦ. Ἡ ἐθνικὴ ἕνωσις ἔχει ὡς σκοπὸν τὴν κινητοποίησιν ὅλων τῶν πολιτῶν εἰς τὸ ἔργον τῆς ἀναπτύξεως τῆς χώρας.: [1279, 428, 1491, 501]
aiscylos-sub2: ΣΥΝΑΥΛΙΑ: [501, 718, 561, 731]
xoros-line: Ἐγκαίρως: [1350, 645, 1431, 664]
philanthropy-right: [839, 982, 1047, 1156]
kosmika-para: Γιάννα ὑποστηρίκτο γλέντι θὰ ἀπολαύσετε τόσο στὸ «ΑΙΣΧΥΛΟ» ὅπου θὰ ζήσει καὶ ἡ ὑψηλὴ συντροφιὰ αὐτῆς, ὅπως καὶ στὴ χθεσινὴ ἐκδρομὴ.: [450, 404, 612, 466]
pneumatiki-left: [626, 541, 833, 740]
top-rule: [201, 17, 966, 35]
pharmacies-sub: τῆς Κυριακῆς 12 Φεβρουαρίου 1961: [708, 771, 965, 786]
bank-line: ΤΗΣ ΕΛΛΑΔΟΣ, Α.Ε.: [1122, 1113, 1431, 1145]
kosmika-title: ΚΟΣΜΙΚΑ: [476, 159, 587, 188]
cinema-list-left: [138, 235, 283, 639]
rodiaki-text: Τὸ Διοικητικὸν Συμβούλιον ἐν τῇ ἔκτακτῃ συνεδρίᾳ του τῆς 8ης Φεβρουαρίου 1961 ὁμόφωνα ἀπεφάσισε νὰ ἐκφράσῃ τὴν βαθυτάτην λύπην του διὰ τὸν θάνατον τοῦ ἐκλεκτοῦ μέλους του ΚΩΝΣΤΑΝΤΙΝΟΥ Ι. ΜΑΝΤΑΚΗ καὶ νὰ παραστῇ σύσσωμον κατὰ τὴν κηδείαν.: [450, 909, 612, 1032]
pharmacies-title: ΔΙΗΜΕΡΕΥΟΝΤΑ ΦΑΡΜΑΚΕΙΑ: [699, 750, 974, 772]
memorial-notice: [289, 1005, 434, 1333]
cinema-listings: [138, 235, 434, 639]
pharmacy-item: THERES (TIBA), 86, Λεωφ. Πὸρτ Σαΐδ, πρὸς Σαζόρ.: [840, 802, 1029, 825]
synedrion-left: [1062, 429, 1274, 518]
schedule-item: 19.15 Ἀπὸ ὅλο τὸν κόσμο: [138, 871, 261, 882]
page-header: [134, 124, 1493, 155]
schedule-item: 11.30 Ἔργα Μότσαρτ: [138, 689, 244, 700]
schedule-item: 21.30 Νεανικοὶ χοροί: [285, 859, 391, 871]
kriseis-title: ΚΡΙΣΕΙΣ ΚΑΙ ΣΧΟΛΙΑ: [626, 159, 901, 195]
suez-text: Τὸν Μάρτιον, τὰ μέγιστα τῶν πλοίων θὰ δύνανται νὰ διέλθουν τὴν Διώρυγα τοῦ Σουέζ. Τὴν 15ην τρ. μηνὸς ὁ Ὀργανισμὸς τῆς Διώρυγος ἀνακοινώνει ὅτι πλοῖα μὲ βύθισμα 36 ποδῶν θὰ διέρχωνται αὐτῆς. Πρὸ τριῶν ἐτῶν τὸ μέγιστον ἐπιτρεπόμενον βύθισμα ἦτο 35,5 ποδῶν.: [450, 1434, 612, 1569]
kalimera-section: [1058, 835, 1279, 1057]
schedule-item: 20.45 Ἐλαφρά μουσική: [276, 748, 389, 760]
koinotis-sub: ΨΗΦΙΣΜΑ: [501, 1123, 561, 1136]
hassan-time: Σήμερον Παρασκευὴν 4.00 μ.μ.: [1300, 1007, 1480, 1020]
rodiaki-sig: Ι.Ν. ΚΑΖΟΥΛΑΚΗΣ: [450, 1049, 555, 1061]
page-number: Σελίς 4η: [134, 128, 202, 146]
memorial-name: ΑΝΤΩΝΙΟΥ Π. ΒΕΡΒΕΡΗ: [316, 1412, 408, 1442]
memorial-notice: [138, 1237, 283, 1603]
memorial-notice: [289, 1581, 434, 1862]
cinema-item: ΑΜΙΡ — Τηλ. 27693 ΧΑΡΙΣ ΕΠΙΣΤΡΟΦΗ (Ἀραβικὸ φίλμ) μὲ τοὺς Φάθεμ Φαρ ὁ Χεν, καὶ Ραϊούνι Ἀμπάζα. (Γαλλικοί ὑπότιτλοι).: [138, 235, 283, 297]
hassan-time: καὶ αὔριον Σάββατον 4.00 μ.μ.: [1301, 1021, 1479, 1033]
memorial-notice: [138, 1005, 283, 1235]
schedule-item: 18.00 Εἰδήσεις ἐν συντομία: [138, 847, 275, 858]
schedule-item: 15.15 Παλαιὰ ἑλληνικὰ ἐπιτυχίες: [276, 689, 442, 700]
synedrion-right: [1279, 429, 1491, 518]
